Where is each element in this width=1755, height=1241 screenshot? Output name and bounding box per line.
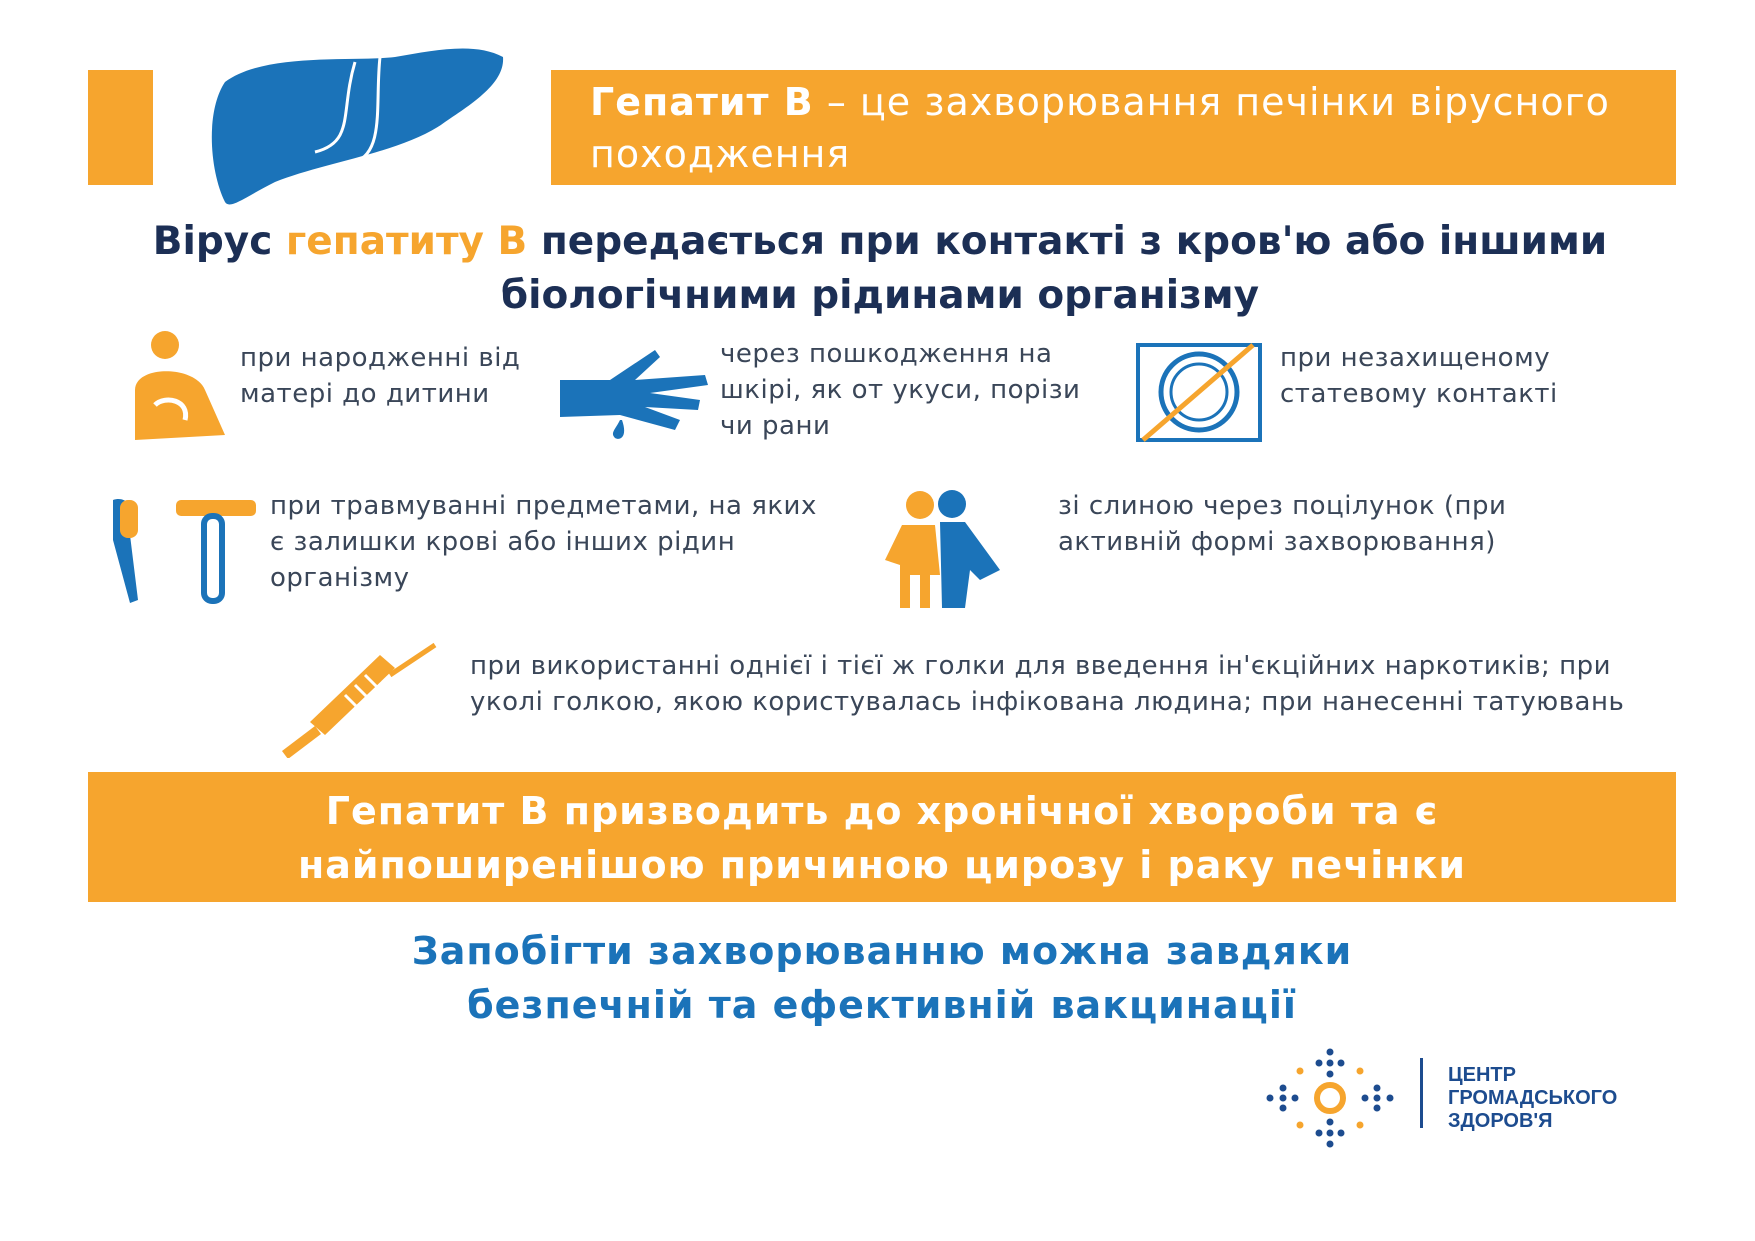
syringe-icon — [280, 640, 440, 758]
transmission-headline: Вірус гепатиту В передається при контакті з кров'ю або іншими біологічними рідинами організму — [152, 219, 1608, 318]
warning-text: Гепатит В призводить до хронічної хвороби та є найпоширенішою причиною цирозу і раку печінки — [298, 789, 1466, 887]
route-saliva-kiss: зі слиною через поцілунок (при активній формі захворювання) — [1058, 491, 1507, 557]
route-shared-needles: при використанні однієї і тієї ж голки для введення ін'єкційних наркотиків; при уколі голкою, якою користувалась інфікована людина; при нанесенні татуювань — [470, 651, 1625, 717]
left-accent-bar — [88, 70, 153, 185]
header-title: Гепатит В – це захворювання печінки вірусного походження — [590, 80, 1610, 176]
route-sharp-objects: при травмуванні предметами, на яких є залишки крові або інших рідин організму — [270, 491, 817, 593]
route-unprotected-sex: при незахищеному статевому контакті — [1280, 343, 1558, 409]
injured-hand-icon — [560, 345, 710, 440]
logo-text — [1448, 1064, 1617, 1133]
liver-icon — [205, 42, 510, 210]
public-health-center-logo-icon — [1265, 1048, 1395, 1148]
toothbrush-razor-icon — [108, 495, 258, 605]
logo-line-1: ЦЕНТР — [1448, 1064, 1516, 1086]
route-skin-damage: через пошкодження на шкірі, як от укуси, порізи чи рани — [720, 339, 1081, 441]
kissing-couple-icon — [880, 490, 1020, 610]
logo-divider — [1420, 1058, 1423, 1128]
logo-line-2: ГРОМАДСЬКОГО — [1448, 1087, 1618, 1109]
prevention-text: Запобігти захворюванню можна завдяки безпечній та ефективній вакцинації — [411, 929, 1353, 1027]
condom-crossed-icon — [1135, 340, 1265, 445]
mother-child-icon — [120, 330, 230, 440]
logo-line-3: ЗДОРОВ'Я — [1448, 1110, 1553, 1132]
route-birth: при народженні від матері до дитини — [240, 343, 521, 409]
